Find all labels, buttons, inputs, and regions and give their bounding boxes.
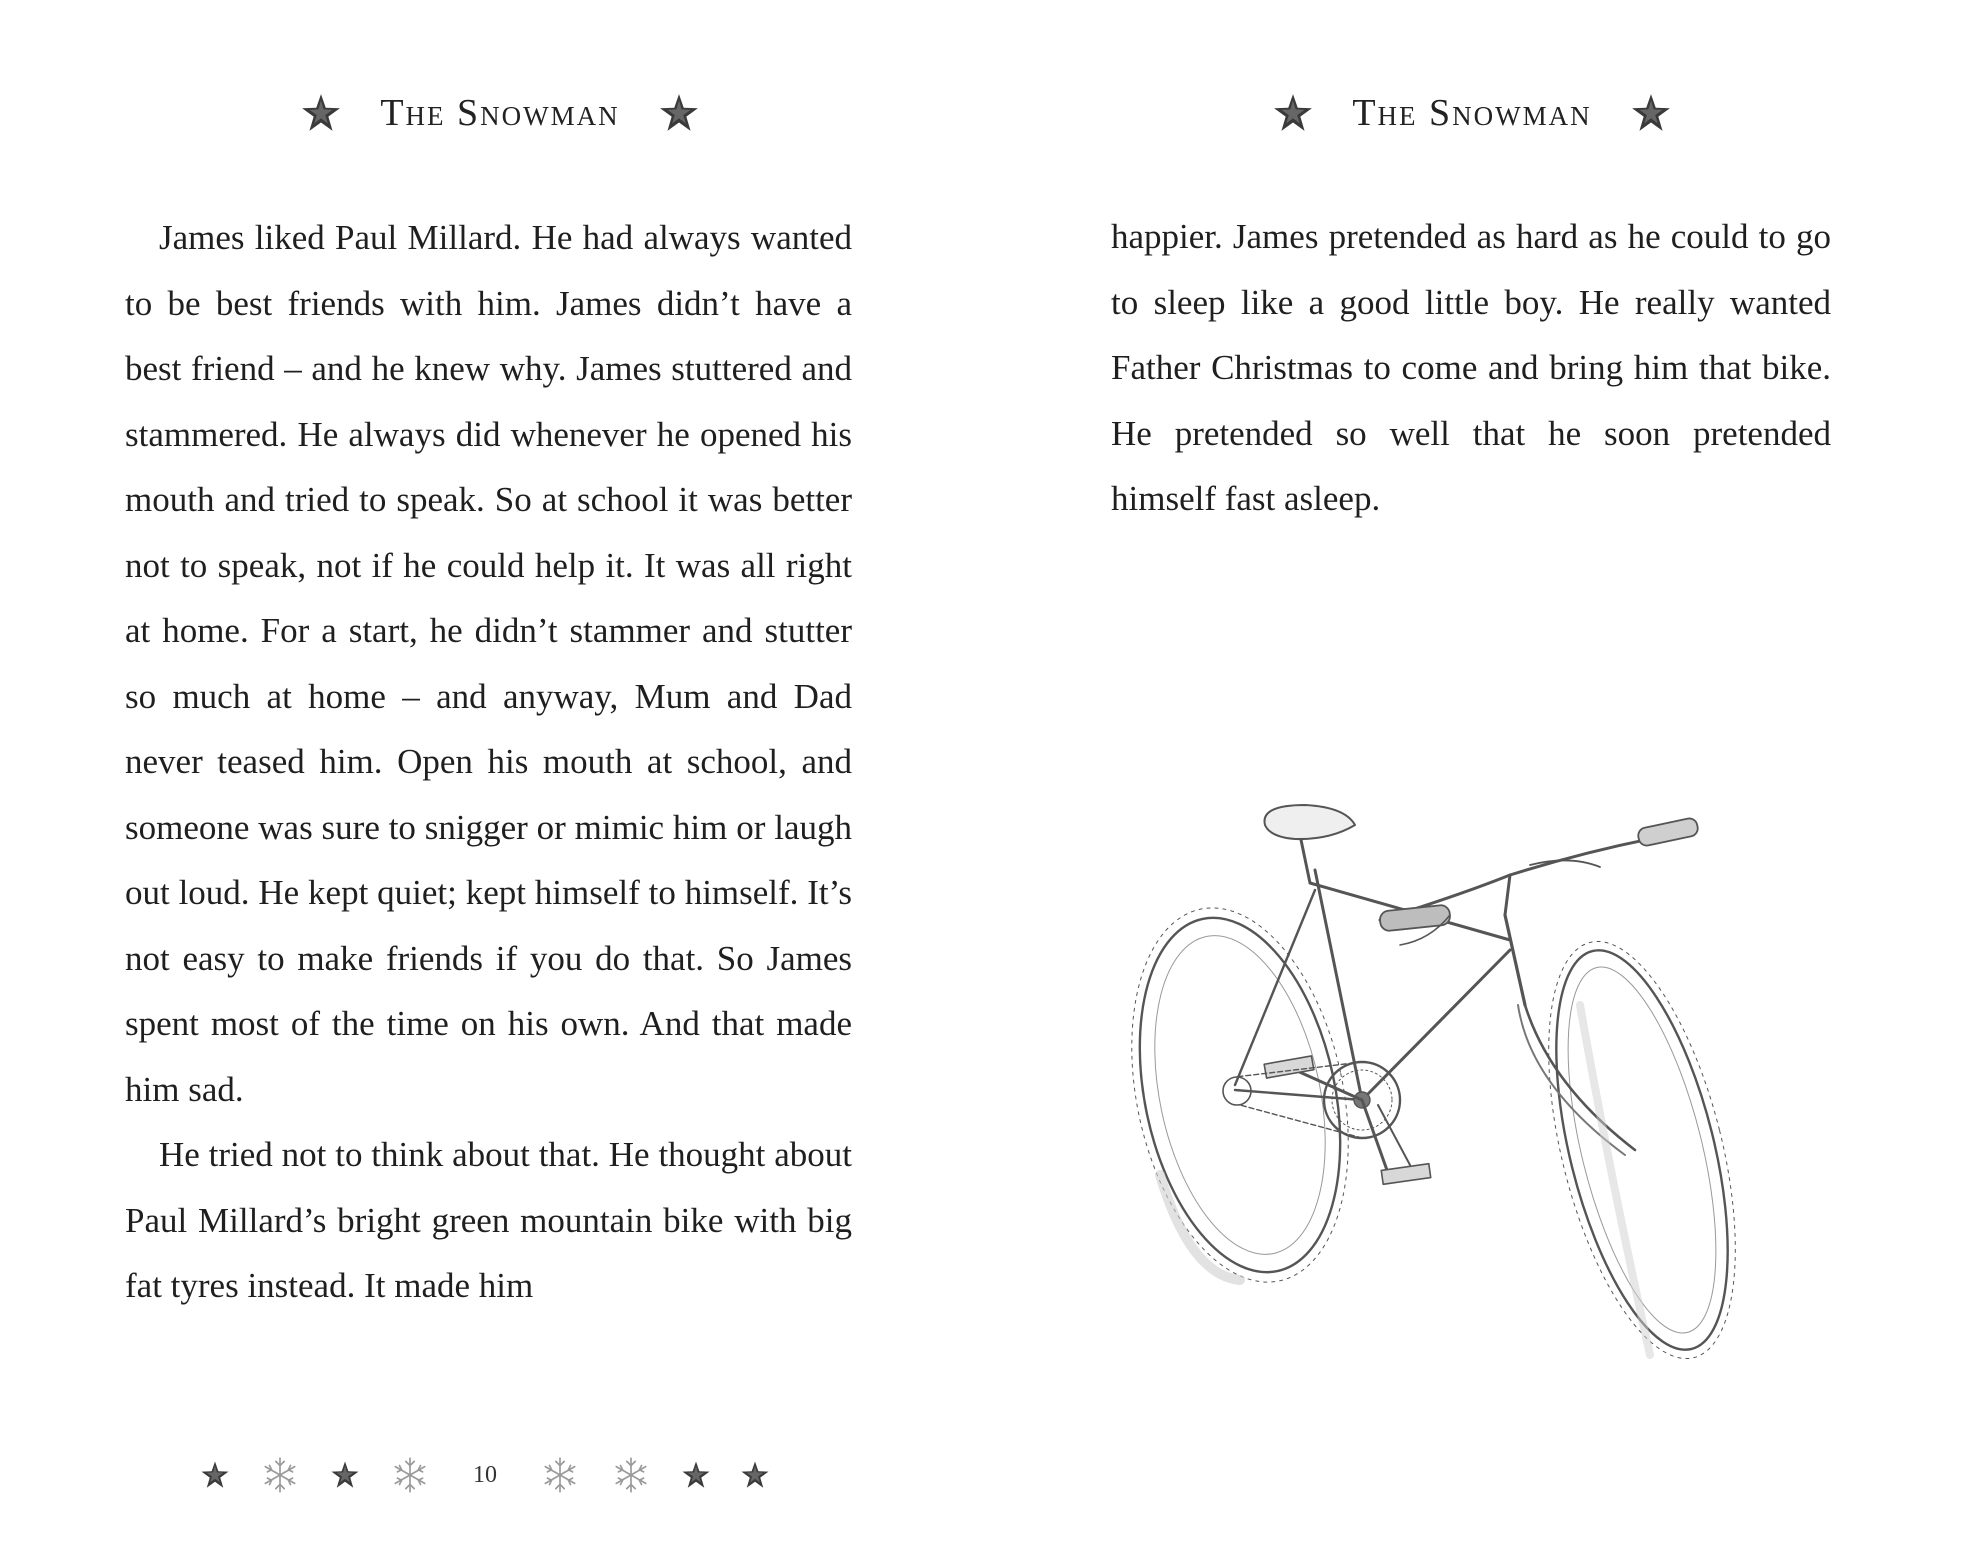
running-head-title: The Snowman [1352, 92, 1592, 134]
seat-post [1300, 835, 1310, 883]
snowflake-icon [389, 1454, 431, 1496]
star-icon [681, 1460, 711, 1490]
star-icon [740, 1460, 770, 1490]
crank-arm [1362, 1100, 1388, 1173]
seat-tube [1315, 870, 1362, 1100]
snowflake-icon [259, 1454, 301, 1496]
page-footer [200, 1450, 770, 1500]
star-icon [300, 92, 342, 134]
stem [1505, 875, 1510, 915]
star-icon [200, 1460, 230, 1490]
running-head [270, 88, 730, 138]
star-icon [1272, 92, 1314, 134]
body-text [125, 205, 852, 1319]
left-grip [1379, 904, 1451, 931]
paragraph: James liked Paul Millard. He had always wanted to be best friends with him. James didn’t have a best friend – and he knew why. James stuttered and stammered. He always did whenever he opened his mouth and tried to speak. So at school it was better not to speak, not if he could help it. It was all right at home. For a start, he didn’t stammer and stutter so much at home – and anyway, Mum and Dad never teased him. Open his mouth at school, and someone was sure to snigger or mimic him or laugh out loud. He kept quiet; kept himself to himself. It’s not easy to make friends if you do that. So James spent most of the time on his own. And that made him sad. [125, 218, 852, 1109]
star-icon [330, 1460, 360, 1490]
body-text [1111, 204, 1831, 532]
seat-stay [1235, 890, 1315, 1085]
pedal [1381, 1164, 1430, 1185]
running-head-title: The Snowman [380, 92, 620, 134]
star-icon [658, 92, 700, 134]
paragraph: happier. James pretended as hard as he could to go to sleep like a good little boy. He really wanted Father Christmas to come and bring him that bike. He pretended so well that he soon pretended himself fast asleep. [1111, 217, 1831, 518]
bicycle-illustration [1130, 755, 1790, 1375]
left-page [0, 0, 980, 1552]
chain [1235, 1062, 1362, 1138]
paragraph: He tried not to think about that. He thought about Paul Millard’s bright green mountain bike with big fat tyres instead. It made him [125, 1135, 852, 1305]
right-grip [1637, 817, 1699, 847]
rear-tyre-tread [1130, 888, 1380, 1303]
snowflake-icon [610, 1454, 652, 1496]
saddle [1265, 805, 1356, 839]
running-head [1242, 88, 1702, 138]
head-tube [1505, 915, 1525, 1005]
page-number: 10 [473, 1461, 497, 1488]
down-tube [1362, 950, 1510, 1100]
star-icon [1630, 92, 1672, 134]
right-page [980, 0, 1963, 1552]
snowflake-icon [539, 1454, 581, 1496]
